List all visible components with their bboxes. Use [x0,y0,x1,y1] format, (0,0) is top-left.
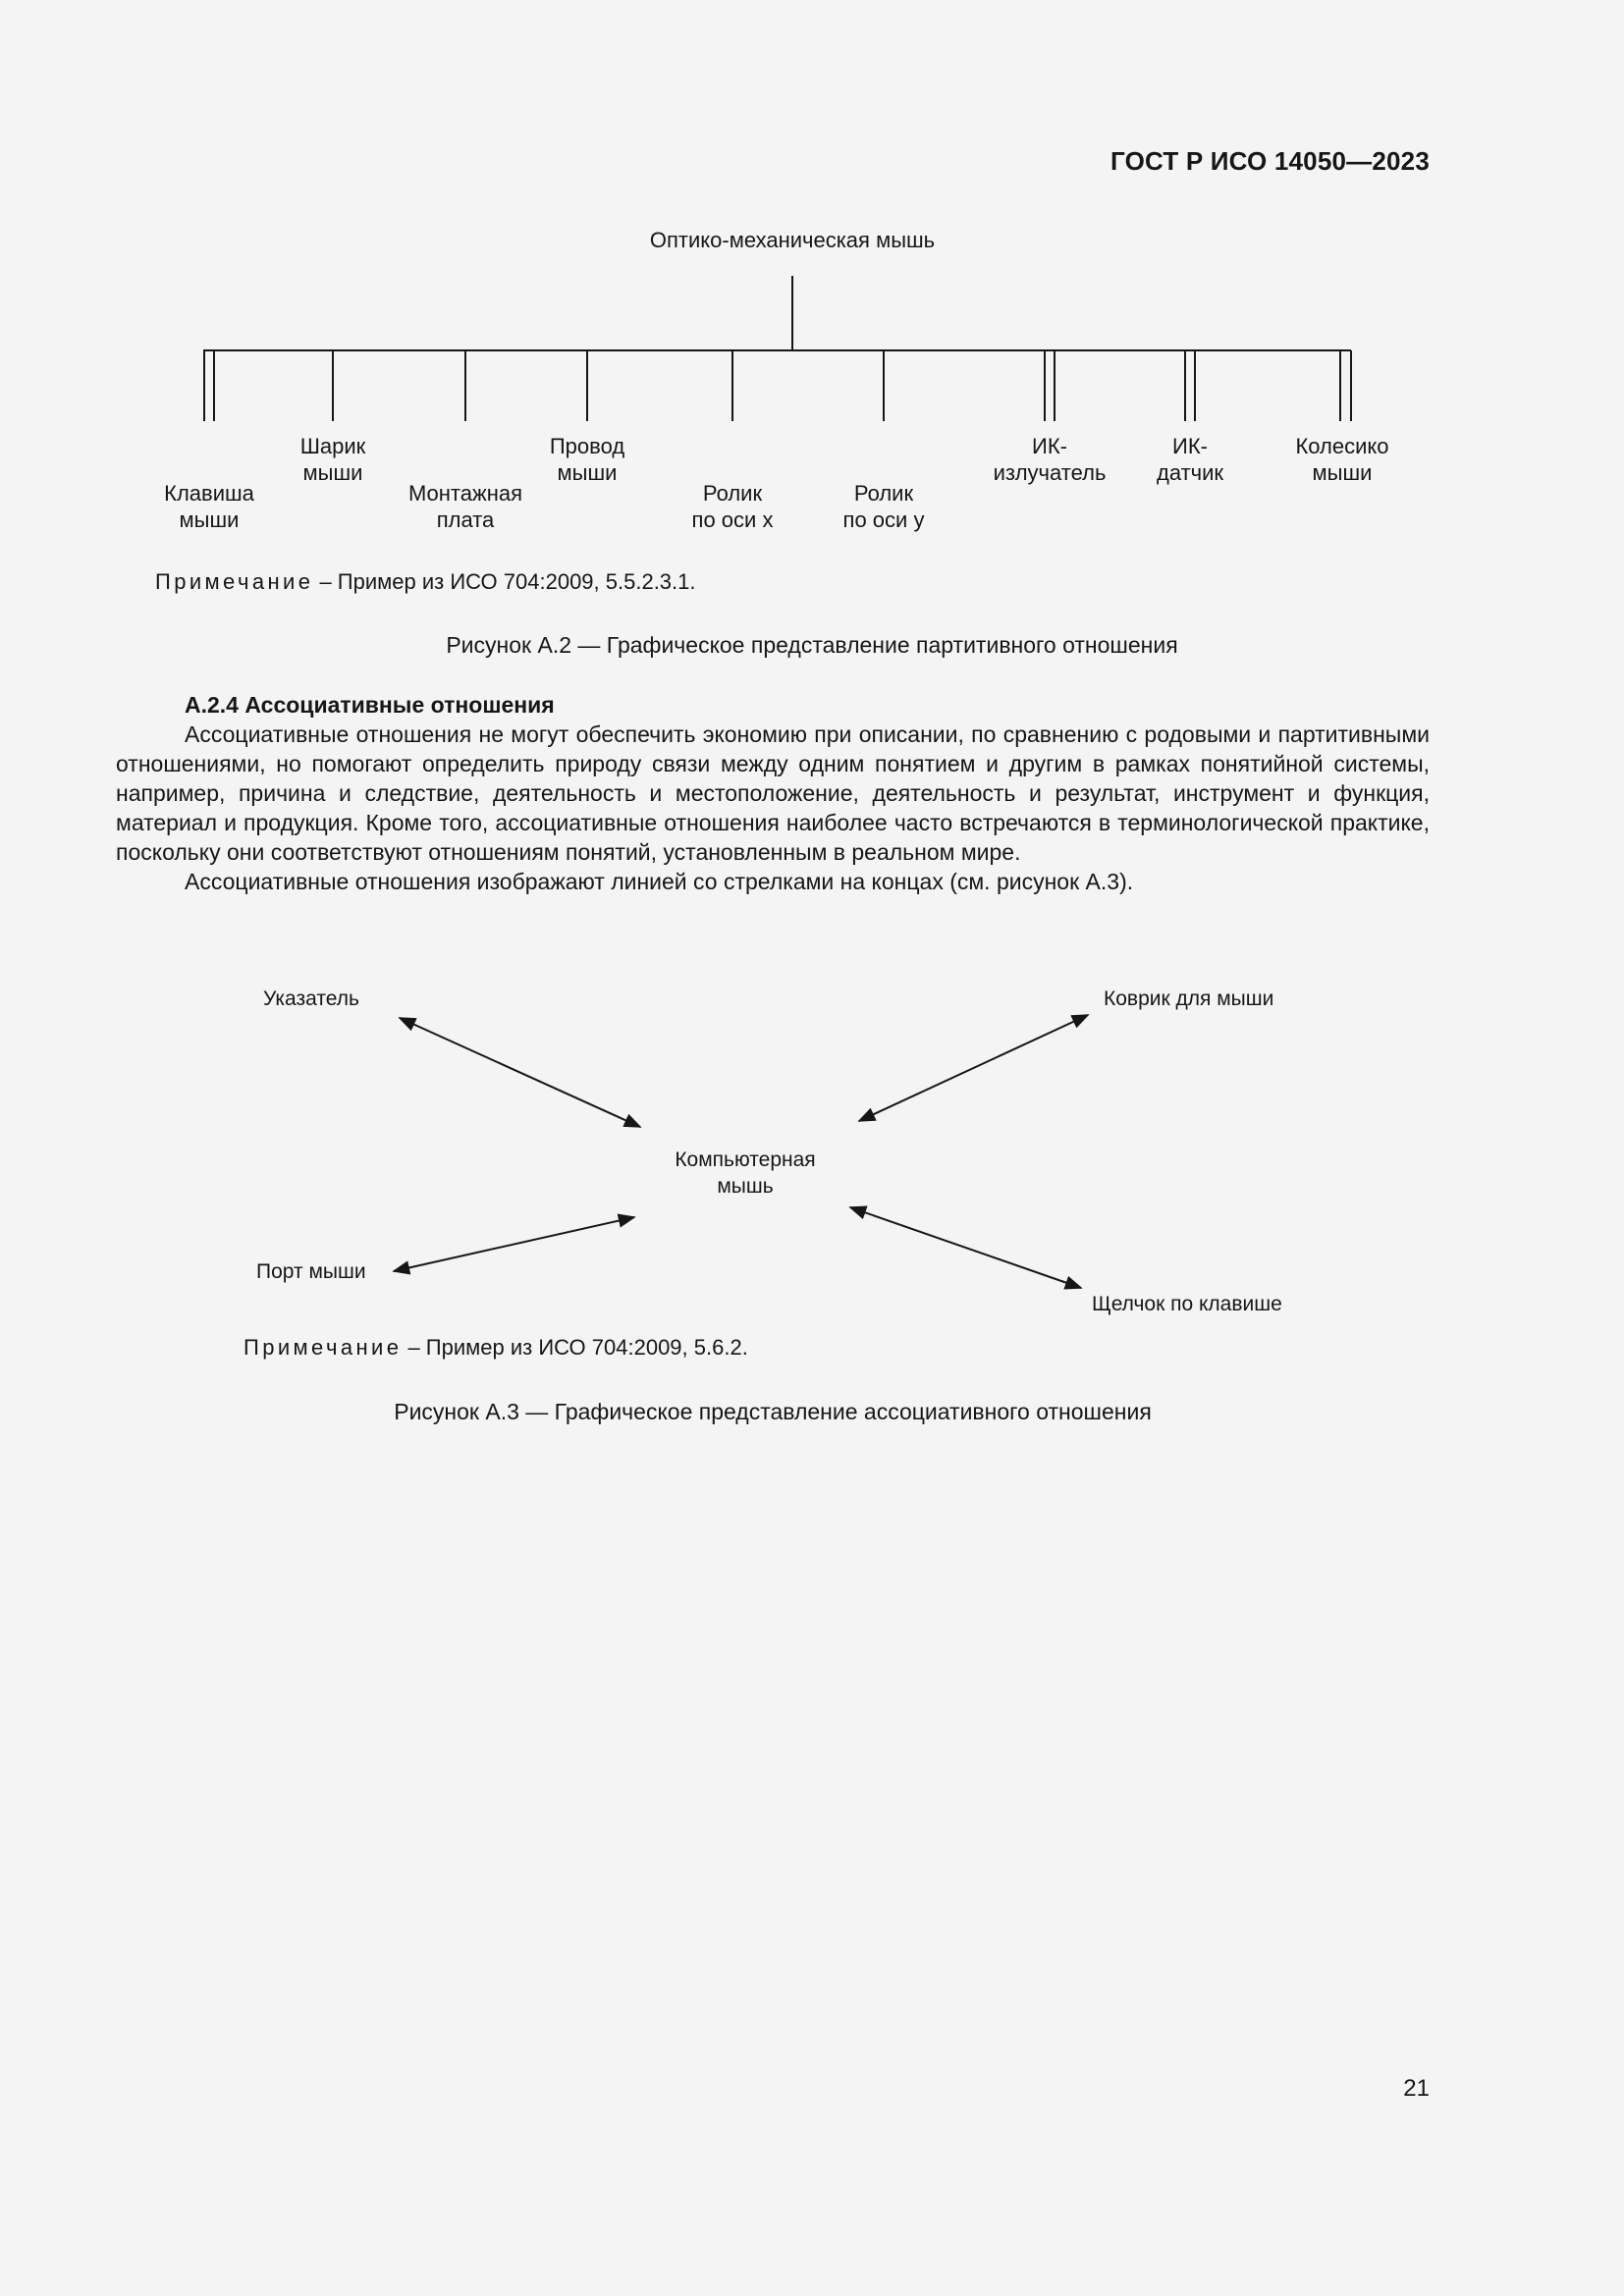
tree-node-label: Провод мыши [549,434,625,485]
figure-a2-note [155,569,696,595]
section-body [116,720,1430,896]
tree-node-label: ИК- датчик [1156,434,1224,485]
arrow-pointer [400,1018,640,1127]
figure-a3-note [244,1335,748,1361]
note-text: – Пример из ИСО 704:2009, 5.5.2.3.1. [313,569,696,594]
tree-node-label: ИК- излучатель [993,434,1107,485]
center-concept-label: Компьютерная мышь [675,1148,816,1198]
figure-a2-caption: Рисунок А.2 — Графическое представление партитивного отношения [446,632,1178,658]
note-prefix: Примечание [155,569,314,594]
paragraph: Ассоциативные отношения не могут обеспечить экономию при описании, по сравнению с родовыми и партитивными отношениями, но помогают определить природу связи между одним понятием и другим в рамках понятийной системы, например, причина и следствие, деятельность и местоположение, деятельность и результат, инструмент и функция, материал и продукция. Кроме того, ассоциативные отношения наиболее часто встречаются в терминологической практике, поскольку они соответствуют отношениям понятий, установленным в реальном мире. [116,721,1430,865]
concept-label-port: Порт мыши [256,1260,366,1283]
note-text: – Пример из ИСО 704:2009, 5.6.2. [402,1335,748,1360]
tree-node-label: Шарик мыши [299,434,366,485]
concept-label-pointer: Указатель [263,988,359,1010]
tree-node-label: Колесико мыши [1295,434,1389,485]
arrow-mousepad [859,1015,1088,1121]
tree-node-label: Ролик по оси у [842,481,925,532]
arrow-port [394,1217,634,1271]
tree-node-label: Монтажная плата [407,481,523,532]
document-header: ГОСТ Р ИСО 14050—2023 [1110,146,1430,176]
arrow-click [850,1207,1081,1288]
figure-a3-caption: Рисунок А.3 — Графическое представление ассоциативного отношения [394,1399,1152,1424]
tree-node-label: Клавиша мыши [164,481,254,532]
note-prefix: Примечание [244,1335,403,1360]
tree-node-label: Ролик по оси х [691,481,774,532]
concept-label-mousepad: Коврик для мыши [1104,988,1274,1010]
page-number: 21 [1403,2075,1430,2102]
tree-root-label: Оптико-механическая мышь [649,228,936,252]
paragraph: Ассоциативные отношения изображают линией со стрелками на концах (см. рисунок А.3). [185,869,1134,894]
concept-label-click: Щелчок по клавише [1092,1293,1282,1315]
section-title: А.2.4 Ассоциативные отношения [185,692,555,718]
